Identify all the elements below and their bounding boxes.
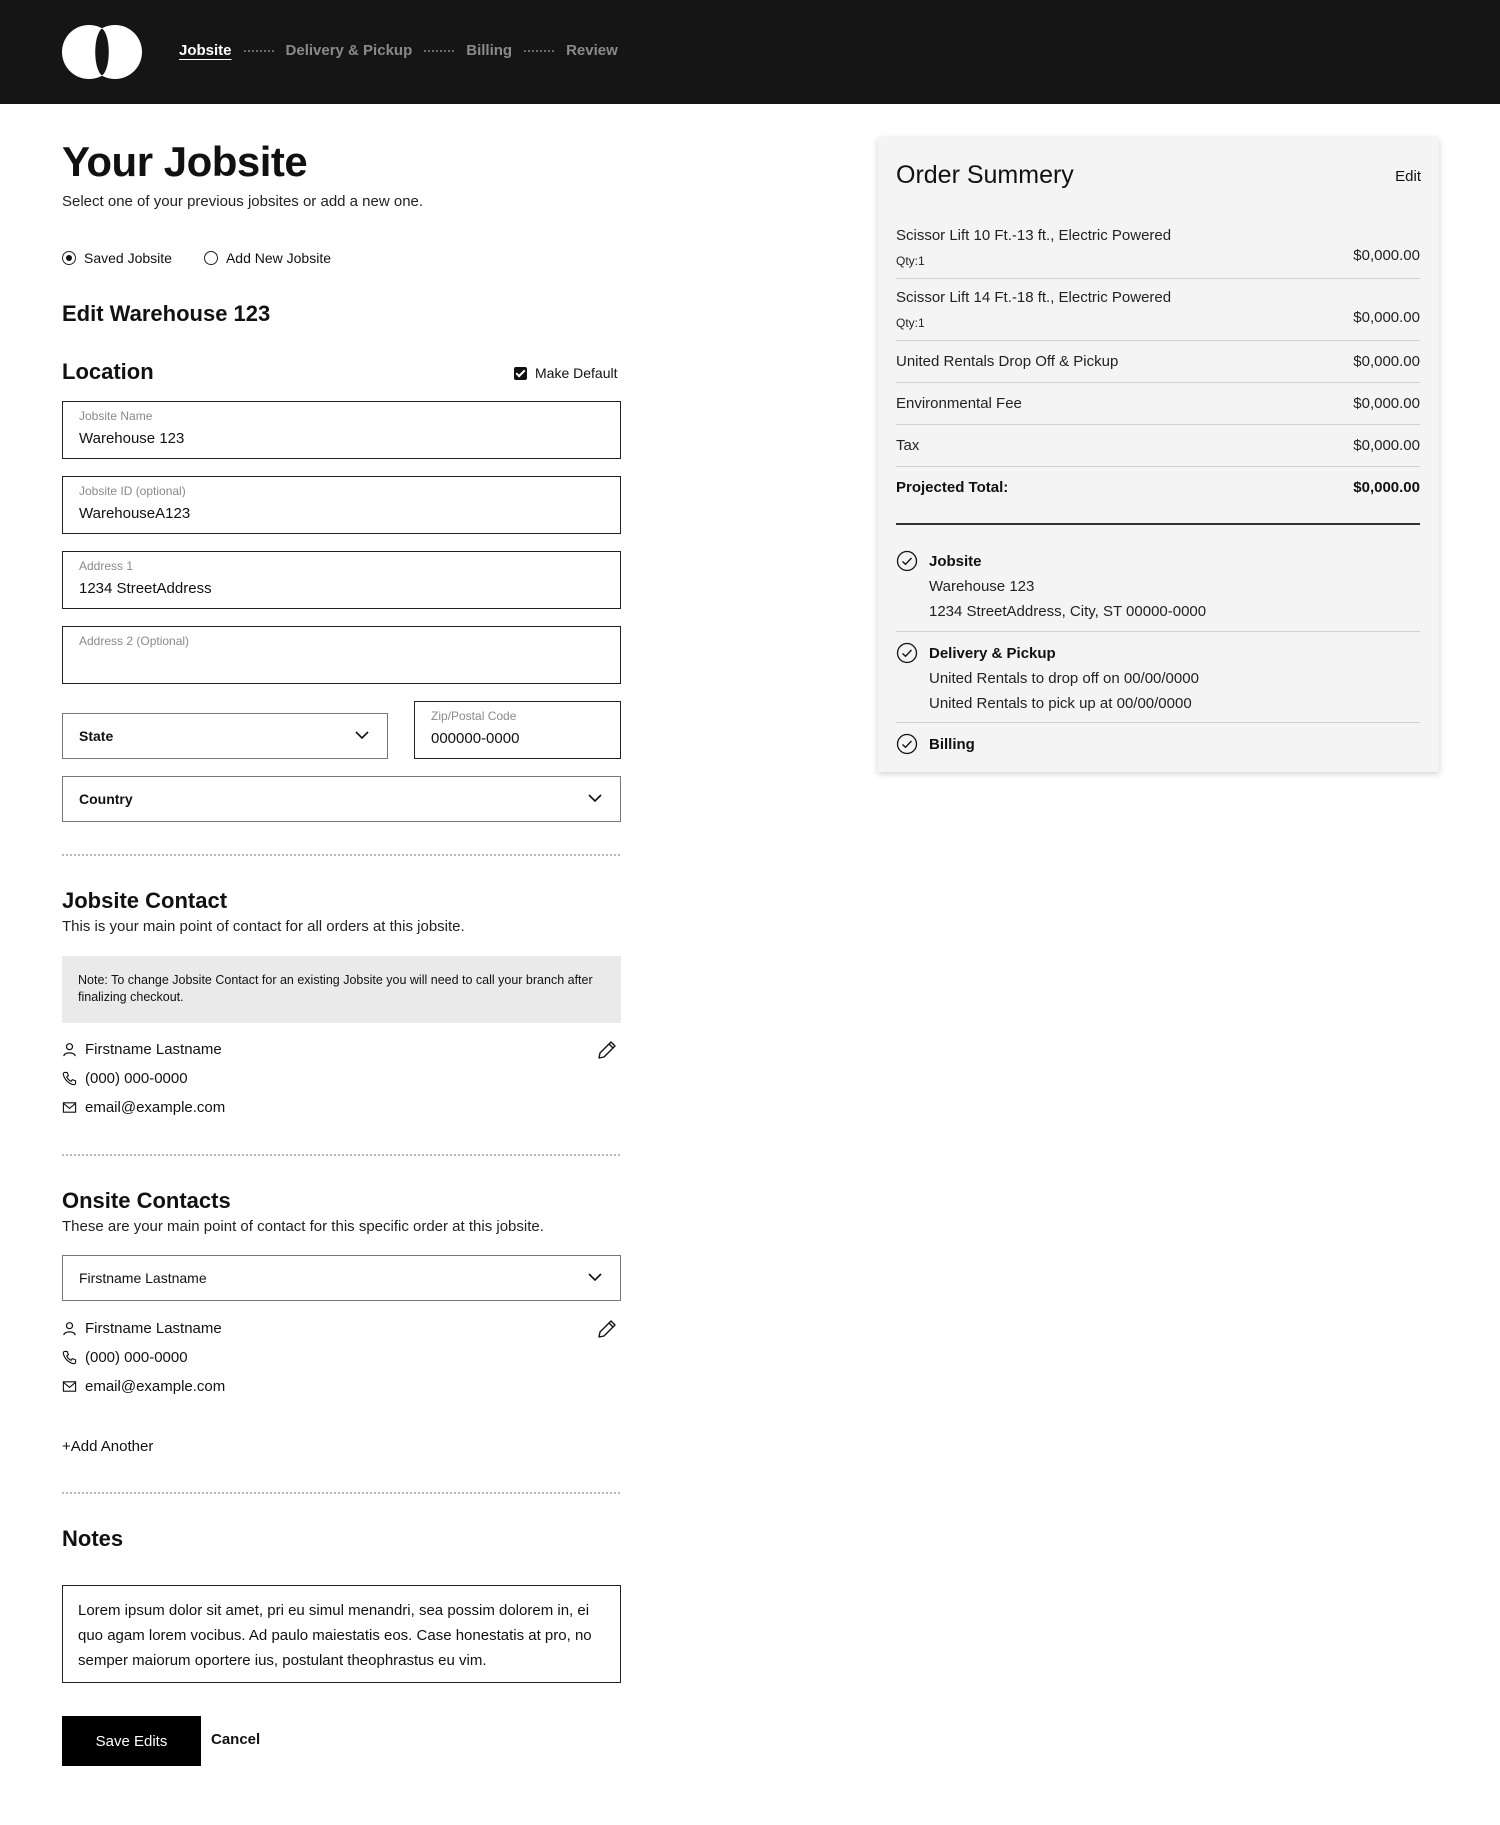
state-select[interactable]: [62, 713, 388, 759]
saved-jobsite-label: Saved Jobsite: [84, 250, 172, 266]
state-select-label: State: [79, 728, 114, 744]
country-select-label: Country: [79, 791, 133, 807]
field-label: Address 2 (Optional): [79, 634, 190, 648]
checkout-stepper: [179, 42, 618, 59]
line-item-price: $0,000.00: [1353, 247, 1420, 264]
status-line: United Rentals to pick up at 00/00/0000: [929, 695, 1192, 712]
check-circle-icon: [896, 550, 918, 572]
add-new-jobsite-label: Add New Jobsite: [225, 250, 332, 266]
onsite-contact-select-value: Firstname Lastname: [79, 1270, 207, 1286]
line-item: [896, 279, 1420, 341]
contact-phone-text: (000) 000-0000: [85, 1070, 188, 1087]
projected-total-row: [896, 467, 1420, 525]
phone-icon: [62, 1350, 77, 1365]
onsite-contact-phone: [62, 1349, 188, 1366]
line-item-name: Scissor Lift 14 Ft.-18 ft., Electric Powered: [896, 289, 1172, 306]
jobsite-contact-name: [62, 1041, 222, 1058]
line-item-price: $0,000.00: [1353, 309, 1420, 326]
section-divider: [62, 1154, 620, 1156]
line-item-name: Scissor Lift 10 Ft.-13 ft., Electric Powered: [896, 227, 1172, 244]
save-edits-button[interactable]: Save Edits: [62, 1716, 201, 1766]
jobsite-contact-description: This is your main point of contact for all orders at this jobsite.: [62, 918, 465, 935]
user-icon: [62, 1042, 77, 1057]
field-label: Address 1: [79, 559, 134, 573]
jobsite-choice-group: [62, 250, 331, 266]
jobsite-name-input[interactable]: [62, 401, 621, 459]
field-label: Zip/Postal Code: [431, 709, 517, 723]
line-item: [896, 217, 1420, 279]
chevron-down-icon: [355, 730, 369, 740]
check-circle-icon: [896, 733, 918, 755]
field-label: Jobsite Name: [79, 409, 153, 423]
checkbox-checked-icon[interactable]: [514, 367, 527, 380]
page-title: Your Jobsite: [62, 138, 308, 185]
step-divider: [244, 50, 274, 52]
add-new-jobsite-radio[interactable]: [204, 250, 331, 266]
radio-selected-icon[interactable]: [62, 251, 76, 265]
status-title: Billing: [929, 736, 975, 753]
jobsite-contact-email: [62, 1099, 225, 1116]
jobsite-id-input[interactable]: [62, 476, 621, 534]
location-heading: Location: [62, 359, 154, 384]
add-another-contact-link[interactable]: +Add Another: [62, 1438, 154, 1455]
contact-email-text: email@example.com: [85, 1378, 226, 1395]
line-item-qty: Qty:1: [896, 254, 925, 268]
top-navigation-bar: [0, 0, 1500, 104]
order-summary-lines: [896, 217, 1420, 525]
step-billing[interactable]: Billing: [466, 42, 513, 59]
status-line: Warehouse 123: [929, 578, 1035, 595]
order-summary-edit-link[interactable]: Edit: [1395, 168, 1421, 185]
field-value[interactable]: WarehouseA123: [79, 505, 191, 522]
contact-name-text: Firstname Lastname: [85, 1041, 222, 1058]
fee-price: $0,000.00: [1353, 353, 1420, 370]
step-divider: [424, 50, 454, 52]
status-line: United Rentals to drop off on 00/00/0000: [929, 670, 1199, 687]
order-summary-title: Order Summery: [896, 161, 1074, 189]
projected-total-label: Projected Total:: [896, 479, 1009, 496]
check-circle-icon: [896, 642, 918, 664]
onsite-contact-email: [62, 1378, 225, 1395]
page-subtitle: Select one of your previous jobsites or add a new one.: [62, 193, 424, 210]
field-value[interactable]: Warehouse 123: [79, 430, 185, 447]
user-icon: [62, 1321, 77, 1336]
edit-pencil-icon[interactable]: [595, 1317, 619, 1341]
saved-jobsite-radio[interactable]: [62, 250, 172, 266]
field-label: Jobsite ID (optional): [79, 484, 186, 498]
make-default-checkbox[interactable]: [514, 365, 617, 381]
status-title: Delivery & Pickup: [929, 645, 1056, 662]
jobsite-contact-heading: Jobsite Contact: [62, 888, 228, 913]
status-divider: [896, 722, 1420, 723]
fee-name: Tax: [896, 437, 920, 454]
fee-name: United Rentals Drop Off & Pickup: [896, 353, 1119, 370]
onsite-contacts-heading: Onsite Contacts: [62, 1188, 231, 1213]
make-default-label: Make Default: [535, 365, 618, 381]
onsite-contact-name: [62, 1320, 222, 1337]
fee-row: [896, 341, 1420, 383]
phone-icon: [62, 1071, 77, 1086]
edit-pencil-icon[interactable]: [595, 1038, 619, 1062]
zip-input[interactable]: [414, 701, 621, 759]
fee-name: Environmental Fee: [896, 395, 1022, 412]
fee-row: [896, 425, 1420, 467]
mail-icon: [62, 1100, 77, 1115]
address1-input[interactable]: [62, 551, 621, 609]
step-jobsite[interactable]: Jobsite: [179, 42, 232, 59]
projected-total-value: $0,000.00: [1353, 479, 1420, 496]
fee-row: [896, 383, 1420, 425]
notes-heading: Notes: [62, 1526, 124, 1551]
address2-input[interactable]: [62, 626, 621, 684]
status-line: 1234 StreetAddress, City, ST 00000-0000: [929, 603, 1207, 620]
notes-textarea[interactable]: Lorem ipsum dolor sit amet, pri eu simul menandri, sea possim dolorem in, ei quo agam lorem vocibus. Ad paulo maiestatis eos. Case honestatis at pro, no semper maiorum oportere ius, postulant theophrastus eu vim.: [62, 1585, 621, 1683]
onsite-contact-select[interactable]: [62, 1255, 621, 1301]
brand-logo-icon[interactable]: [62, 25, 142, 79]
step-review[interactable]: Review: [566, 42, 618, 59]
order-summary-panel: [878, 137, 1439, 772]
status-divider: [896, 631, 1420, 632]
country-select[interactable]: [62, 776, 621, 822]
chevron-down-icon: [588, 1272, 602, 1282]
chevron-down-icon: [588, 793, 602, 803]
contact-name-text: Firstname Lastname: [85, 1320, 222, 1337]
mail-icon: [62, 1379, 77, 1394]
step-divider: [524, 50, 554, 52]
contact-phone-text: (000) 000-0000: [85, 1349, 188, 1366]
section-divider: [62, 1492, 620, 1494]
edit-jobsite-heading: Edit Warehouse 123: [62, 301, 271, 326]
jobsite-contact-phone: [62, 1070, 188, 1087]
line-item-qty: Qty:1: [896, 316, 925, 330]
jobsite-contact-note: Note: To change Jobsite Contact for an existing Jobsite you will need to call your branch after finalizing checkout.: [62, 956, 621, 1023]
radio-unselected-icon[interactable]: [204, 251, 218, 265]
field-value[interactable]: 000000-0000: [431, 730, 520, 747]
step-delivery-pickup[interactable]: Delivery & Pickup: [285, 42, 413, 59]
section-divider: [62, 854, 620, 856]
onsite-contacts-description: These are your main point of contact for this specific order at this jobsite.: [62, 1218, 544, 1235]
status-title: Jobsite: [929, 553, 982, 570]
fee-price: $0,000.00: [1353, 437, 1420, 454]
contact-email-text: email@example.com: [85, 1099, 226, 1116]
field-value[interactable]: 1234 StreetAddress: [79, 580, 212, 597]
cancel-button[interactable]: Cancel: [211, 1731, 261, 1748]
fee-price: $0,000.00: [1353, 395, 1420, 412]
